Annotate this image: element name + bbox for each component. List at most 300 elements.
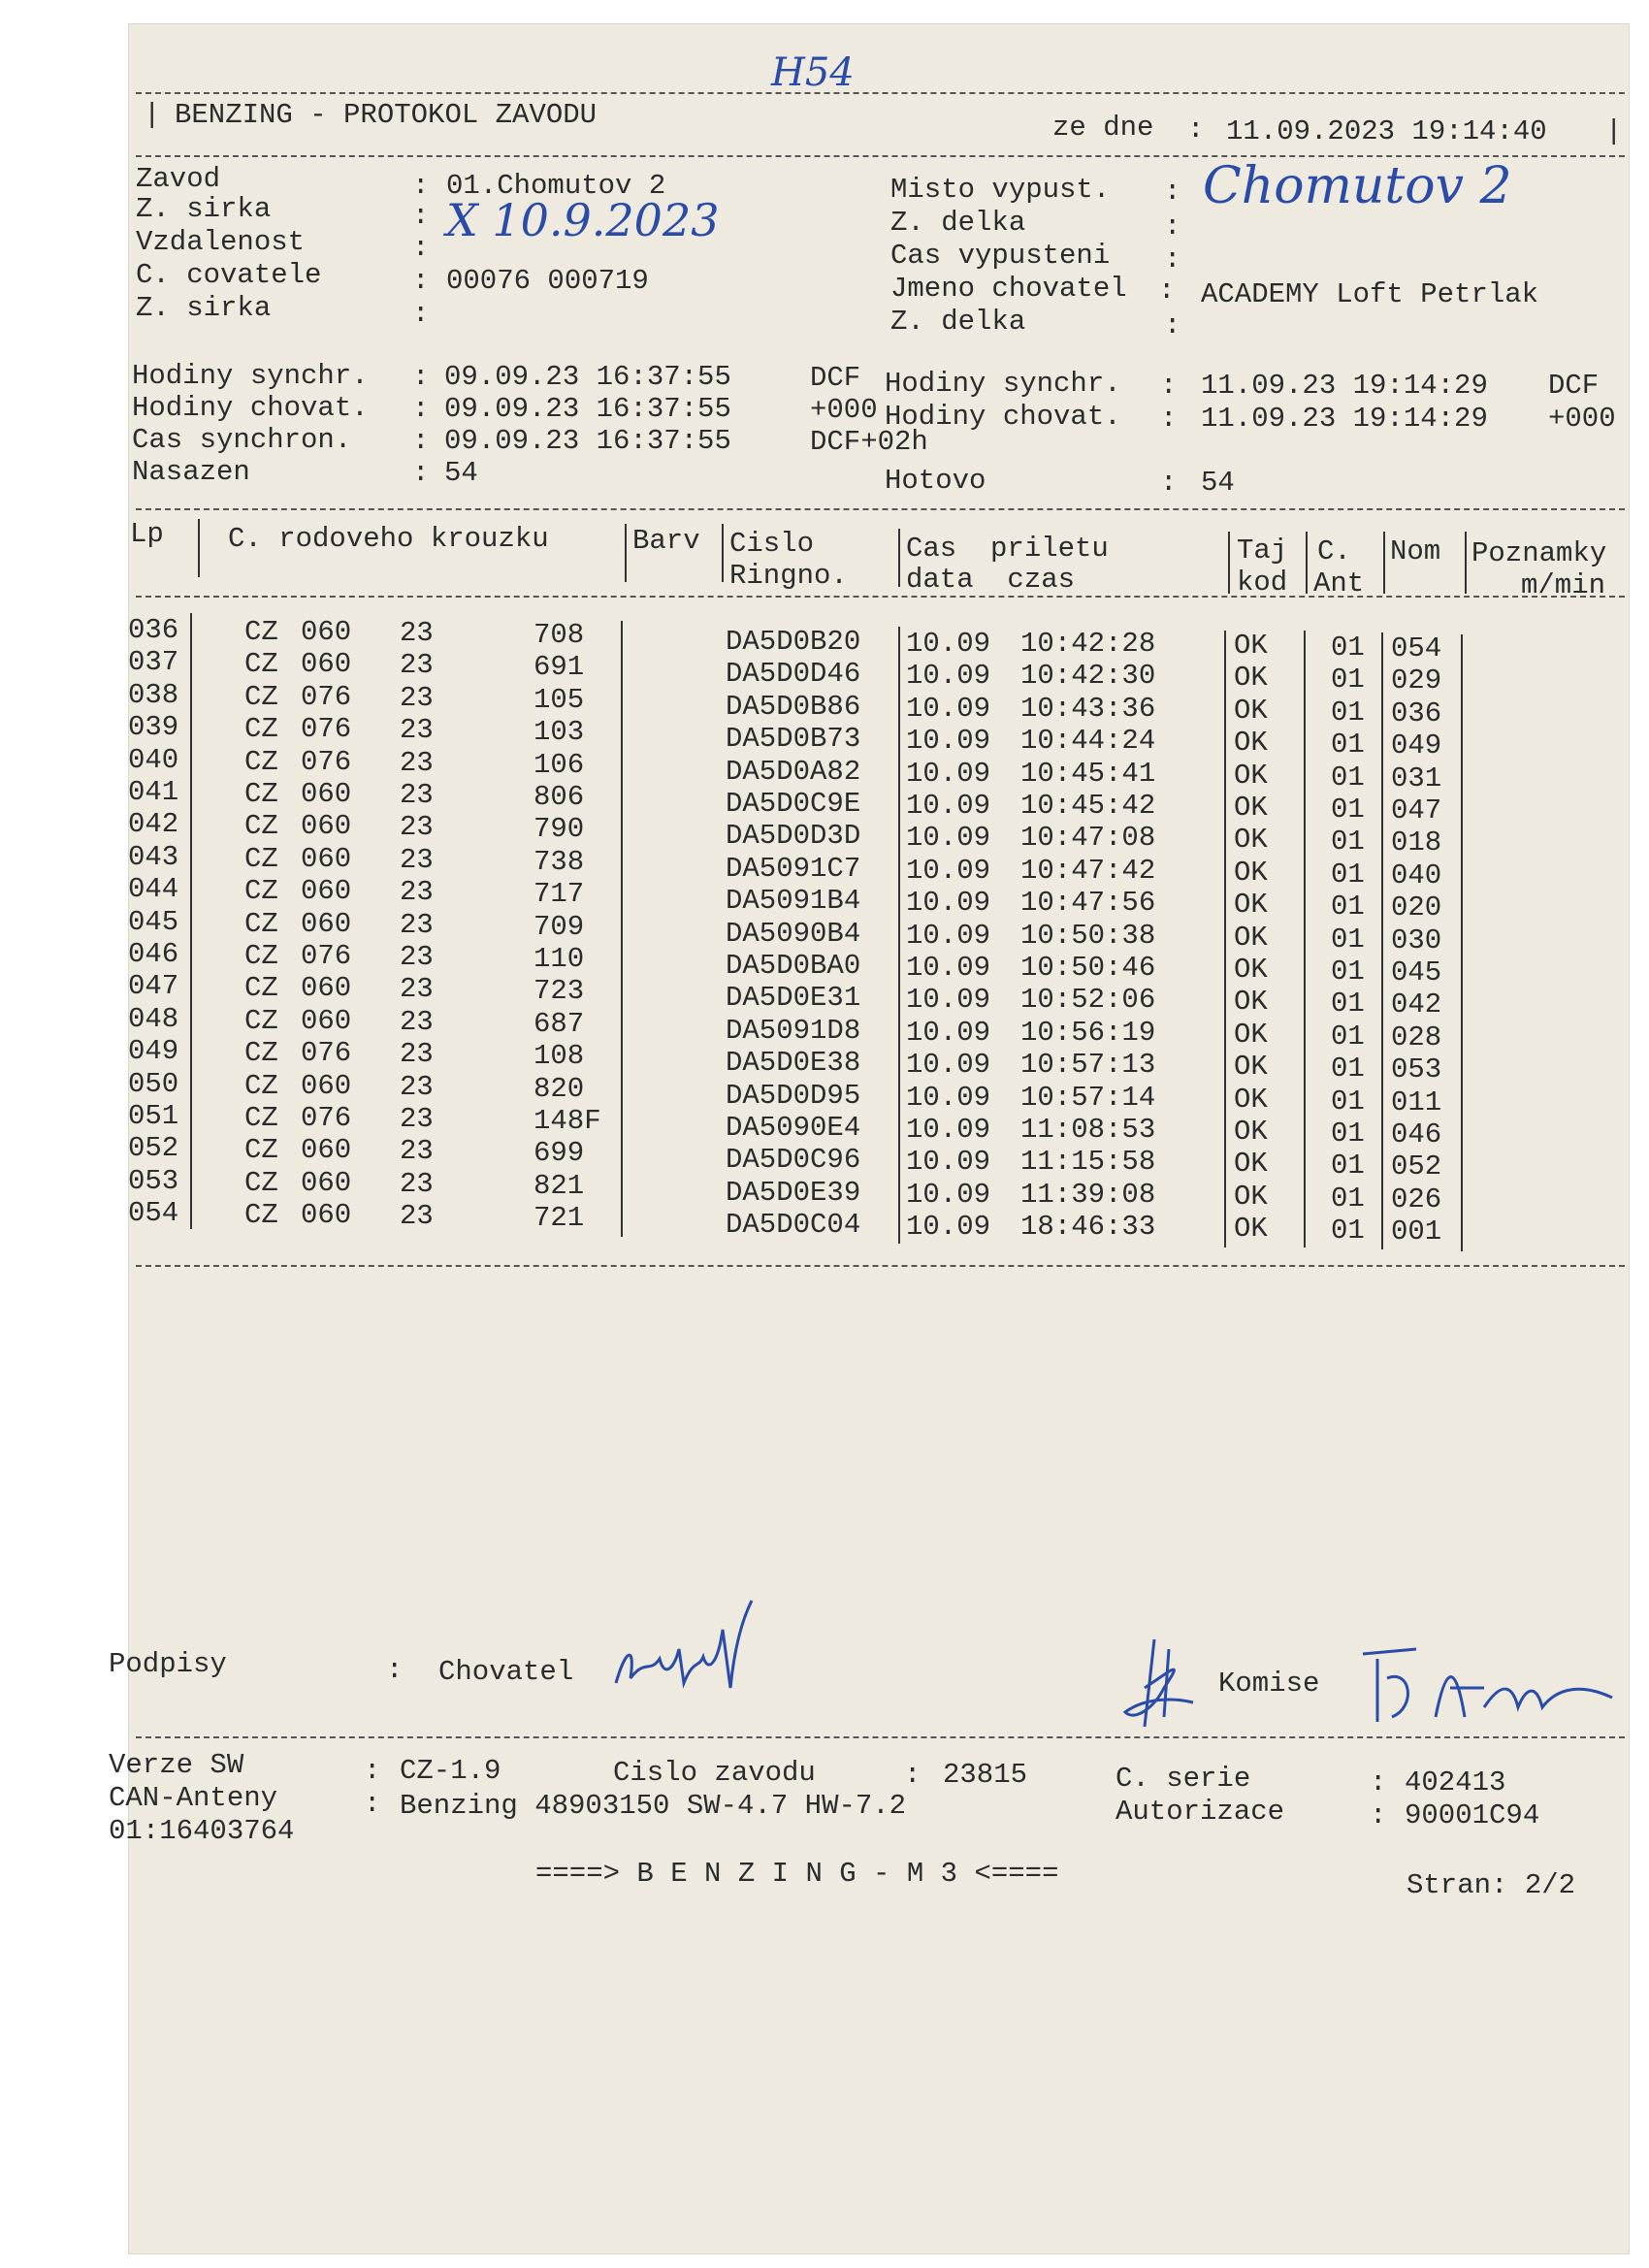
cell-date: 10.09	[906, 822, 991, 855]
cell-country: CZ	[244, 907, 278, 940]
cell-time: 10:45:41	[1020, 757, 1156, 790]
cell-ant: 01	[1331, 1182, 1365, 1215]
cell-lp: 046	[128, 938, 179, 970]
cell-ant: 01	[1331, 988, 1365, 1021]
cell-date: 10.09	[906, 1211, 991, 1244]
cell-kod: OK	[1234, 1083, 1268, 1116]
cell-year: 23	[400, 876, 434, 909]
cell-org: 060	[301, 1069, 352, 1102]
cell-date: 10.09	[906, 1178, 991, 1211]
cell-time: 10:43:36	[1020, 692, 1156, 725]
header-sep-7	[1383, 532, 1385, 594]
cell-ringno: DA5D0B86	[726, 690, 861, 723]
serie-colon: :	[1370, 1766, 1387, 1798]
cell-org: 076	[301, 713, 352, 746]
cell-ant: 01	[1331, 891, 1365, 923]
cell-country: CZ	[244, 842, 278, 875]
clock-right-colon: :	[1160, 370, 1178, 402]
cell-org: 060	[301, 972, 352, 1005]
cell-nom: 011	[1391, 1085, 1442, 1118]
cell-date: 10.09	[906, 854, 991, 887]
handwritten-note-top: H54	[771, 50, 855, 95]
header-sep-1	[198, 519, 200, 577]
cell-kod: OK	[1234, 986, 1268, 1019]
cell-kod: OK	[1234, 954, 1268, 986]
serie-label: C. serie	[1116, 1763, 1251, 1795]
clock-left-colon: :	[412, 361, 430, 393]
autorizace-label: Autorizace	[1116, 1796, 1285, 1828]
cell-ringno: DA5D0C96	[726, 1144, 861, 1177]
jmeno-colon: :	[1158, 275, 1176, 307]
cell-nom: 028	[1391, 1021, 1442, 1053]
cell-country: CZ	[244, 940, 278, 972]
cell-org: 060	[301, 778, 352, 810]
cell-lp: 043	[128, 840, 179, 873]
cell-ringno: DA5D0E38	[726, 1047, 861, 1080]
vzdalenost-colon: :	[412, 232, 430, 264]
can-value: Benzing 48903150 SW-4.7 HW-7.2	[400, 1790, 907, 1822]
cell-ringno: DA5D0D95	[726, 1079, 861, 1112]
clock-left-value: 09.09.23 16:37:55	[444, 425, 731, 457]
cell-time: 11:15:58	[1020, 1146, 1156, 1179]
cell-nom: 049	[1391, 729, 1442, 762]
verze-colon: :	[364, 1755, 381, 1787]
cell-country: CZ	[244, 648, 278, 681]
cell-country: CZ	[244, 778, 278, 810]
date-value: 11.09.2023 19:14:40	[1226, 115, 1547, 147]
cell-lp: 053	[128, 1164, 179, 1197]
cell-year: 23	[400, 1038, 434, 1071]
cell-date: 10.09	[906, 692, 991, 725]
cell-ringno: DA5D0E39	[726, 1176, 861, 1209]
cell-year: 23	[400, 843, 434, 876]
cell-ring-number: 103	[534, 716, 585, 749]
clock-right-label: Hotovo	[885, 465, 986, 497]
vzdalenost-label: Vzdalenost	[136, 226, 306, 258]
zsirka2-colon: :	[412, 298, 430, 330]
cell-time: 18:46:33	[1020, 1211, 1156, 1244]
body-sep-kod-r	[1304, 631, 1306, 1247]
cell-country: CZ	[244, 616, 278, 648]
komise-signature	[1358, 1630, 1620, 1736]
cell-country: CZ	[244, 1134, 278, 1167]
cell-lp: 052	[128, 1132, 179, 1165]
clock-left-extra: +000	[810, 394, 878, 426]
zavod-colon: :	[412, 170, 430, 202]
header-sep-6	[1306, 532, 1308, 594]
divider-table-top	[136, 508, 1625, 510]
cell-year: 23	[400, 1103, 434, 1135]
cas-vyp-colon: :	[1164, 243, 1181, 275]
clock-left-value: 09.09.23 16:37:55	[444, 393, 731, 425]
col-pozn-header-1: Poznamky	[1471, 537, 1607, 569]
cell-time: 10:47:56	[1020, 887, 1156, 920]
cell-ant: 01	[1331, 1053, 1365, 1085]
cell-kod: OK	[1234, 921, 1268, 954]
cell-ant: 01	[1331, 1215, 1365, 1247]
cell-ring-number: 108	[534, 1040, 585, 1073]
cell-time: 10:47:42	[1020, 854, 1156, 887]
header-sep-2	[625, 524, 627, 582]
cell-org: 060	[301, 616, 352, 648]
clock-left-label: Hodiny synchr.	[132, 360, 369, 392]
cell-org: 076	[301, 1102, 352, 1134]
clock-right-value: 54	[1201, 467, 1235, 499]
cell-date: 10.09	[906, 628, 991, 660]
cell-nom: 030	[1391, 923, 1442, 956]
cell-country: CZ	[244, 1199, 278, 1232]
autorizace-colon: :	[1370, 1799, 1387, 1831]
cell-date: 10.09	[906, 790, 991, 822]
cell-ant: 01	[1331, 1118, 1365, 1150]
cell-org: 060	[301, 1199, 352, 1232]
clock-right-colon: :	[1160, 467, 1178, 499]
cell-kod: OK	[1234, 856, 1268, 889]
zsirka2-label: Z. sirka	[136, 292, 272, 324]
clock-left-colon: :	[412, 393, 430, 425]
cell-nom: 045	[1391, 956, 1442, 988]
cell-nom: 001	[1391, 1215, 1442, 1248]
jmeno-label: Jmeno chovatel	[890, 273, 1127, 305]
body-sep-ant	[1381, 632, 1383, 1249]
cell-org: 060	[301, 810, 352, 843]
cell-time: 10:47:08	[1020, 822, 1156, 855]
cell-date: 10.09	[906, 1146, 991, 1179]
cell-org: 076	[301, 745, 352, 778]
cell-nom: 040	[1391, 859, 1442, 891]
cell-org: 060	[301, 1134, 352, 1167]
cell-org: 060	[301, 842, 352, 875]
cell-ringno: DA5091B4	[726, 885, 861, 918]
cell-ringno: DA5D0A82	[726, 755, 861, 788]
cell-ant: 01	[1331, 1150, 1365, 1183]
cell-ringno: DA5D0D46	[726, 658, 861, 691]
cell-kod: OK	[1234, 1148, 1268, 1181]
cell-kod: OK	[1234, 630, 1268, 662]
page-number: Stran: 2/2	[1406, 1869, 1576, 1901]
cell-time: 10:50:38	[1020, 919, 1156, 952]
zavod-label: Zavod	[136, 163, 221, 195]
cell-year: 23	[400, 746, 434, 779]
handwritten-date: X 10.9.2023	[446, 194, 720, 246]
clock-right-label: Hodiny synchr.	[885, 368, 1121, 400]
clock-left-label: Cas synchron.	[132, 424, 352, 456]
cell-lp: 049	[128, 1035, 179, 1068]
clock-left-label: Hodiny chovat.	[132, 392, 369, 424]
can-colon: :	[364, 1788, 381, 1820]
cell-lp: 041	[128, 776, 179, 808]
cas-vyp-label: Cas vypusteni	[890, 240, 1111, 272]
cell-ring-number: 821	[534, 1169, 585, 1202]
cell-kod: OK	[1234, 792, 1268, 824]
clock-right-value: 11.09.23 19:14:29	[1201, 370, 1488, 402]
cell-ant: 01	[1331, 761, 1365, 794]
zdelka1-label: Z. delka	[890, 207, 1026, 239]
center-signature	[1116, 1630, 1212, 1736]
body-sep-kod-l	[1224, 631, 1226, 1247]
cell-date: 10.09	[906, 952, 991, 984]
cell-kod: OK	[1234, 1180, 1268, 1213]
cell-ring-number: 699	[534, 1137, 585, 1170]
cell-country: CZ	[244, 1166, 278, 1199]
cell-kod: OK	[1234, 1018, 1268, 1051]
antena-id: 01:16403764	[109, 1815, 295, 1847]
cell-org: 076	[301, 680, 352, 713]
zsirka1-colon: :	[412, 200, 430, 232]
cell-kod: OK	[1234, 759, 1268, 792]
cell-lp: 048	[128, 1002, 179, 1035]
covatele-label: C. covatele	[136, 259, 322, 291]
zdelka2-colon: :	[1164, 309, 1181, 341]
date-colon: :	[1187, 113, 1205, 146]
chovatel-label: Chovatel	[438, 1656, 574, 1688]
cell-ringno: DA5D0B20	[726, 626, 861, 658]
col-pozn-header-2: m/min	[1521, 569, 1606, 601]
clock-right-extra: DCF	[1548, 370, 1600, 402]
cell-org: 060	[301, 907, 352, 940]
cell-date: 10.09	[906, 660, 991, 693]
cell-ringno: DA5D0D3D	[726, 820, 861, 853]
cell-year: 23	[400, 714, 434, 747]
cell-ant: 01	[1331, 956, 1365, 988]
can-label: CAN-Anteny	[109, 1782, 278, 1814]
cell-year: 23	[400, 681, 434, 714]
cell-time: 11:08:53	[1020, 1114, 1156, 1146]
cell-ring-number: 106	[534, 748, 585, 781]
cell-ring-number: 687	[534, 1007, 585, 1040]
cell-kod: OK	[1234, 694, 1268, 727]
cell-ringno: DA5D0B73	[726, 723, 861, 756]
clock-right-colon: :	[1160, 403, 1178, 435]
cell-year: 23	[400, 1200, 434, 1233]
cell-lp: 040	[128, 743, 179, 776]
cell-ant: 01	[1331, 1085, 1365, 1118]
cell-year: 23	[400, 1167, 434, 1200]
handwritten-misto: Chomutov 2	[1203, 157, 1512, 215]
header-sep-5	[1228, 532, 1230, 594]
clock-left-extra: DCF	[810, 362, 861, 394]
cell-kod: OK	[1234, 662, 1268, 695]
cell-date: 10.09	[906, 919, 991, 952]
cell-nom: 018	[1391, 826, 1442, 859]
cell-year: 23	[400, 779, 434, 811]
cislo-zavodu-label: Cislo zavodu	[613, 1757, 816, 1789]
cell-lp: 037	[128, 646, 179, 679]
cell-country: CZ	[244, 680, 278, 713]
clock-right-extra: +000	[1548, 403, 1616, 435]
col-barv-header: Barv	[632, 525, 700, 557]
cell-ringno: DA5090E4	[726, 1112, 861, 1144]
cell-country: CZ	[244, 745, 278, 778]
cell-org: 076	[301, 1037, 352, 1070]
divider-footer	[136, 1736, 1625, 1738]
cell-ring-number: 806	[534, 781, 585, 813]
cell-nom: 020	[1391, 891, 1442, 924]
cell-lp: 051	[128, 1100, 179, 1132]
cell-ring-number: 148F	[534, 1105, 601, 1137]
cell-nom: 042	[1391, 988, 1442, 1021]
cell-year: 23	[400, 1135, 434, 1168]
cell-time: 11:39:08	[1020, 1178, 1156, 1211]
cell-ring-number: 721	[534, 1202, 585, 1235]
cell-ring-number: 717	[534, 878, 585, 911]
cell-lp: 038	[128, 678, 179, 711]
col-ant-header-2: Ant	[1313, 567, 1365, 599]
cell-nom: 054	[1391, 632, 1442, 664]
cell-org: 060	[301, 1166, 352, 1199]
clock-right-value: 11.09.23 19:14:29	[1201, 403, 1488, 435]
clock-left-value: 54	[444, 457, 478, 489]
cell-ant: 01	[1331, 923, 1365, 956]
cell-lp: 044	[128, 873, 179, 906]
cell-date: 10.09	[906, 1049, 991, 1082]
cell-lp: 050	[128, 1067, 179, 1100]
col-nom-header: Nom	[1390, 535, 1441, 567]
cell-year: 23	[400, 1005, 434, 1038]
cell-nom: 052	[1391, 1150, 1442, 1183]
cell-date: 10.09	[906, 1114, 991, 1146]
cell-lp: 036	[128, 614, 179, 646]
signatures-label: Podpisy	[109, 1648, 227, 1680]
divider-table-header	[136, 596, 1625, 598]
cell-kod: OK	[1234, 1051, 1268, 1084]
header-sep-8	[1465, 532, 1467, 594]
zavod-value: 01.Chomutov 2	[446, 170, 666, 202]
cell-org: 076	[301, 940, 352, 972]
cell-ant: 01	[1331, 858, 1365, 891]
serie-value: 402413	[1405, 1766, 1506, 1798]
zdelka1-colon: :	[1164, 211, 1181, 243]
cell-ring-number: 691	[534, 651, 585, 684]
cell-ant: 01	[1331, 632, 1365, 664]
cell-time: 10:50:46	[1020, 952, 1156, 984]
cell-ring-number: 723	[534, 975, 585, 1008]
col-taj-header-1: Taj	[1237, 535, 1288, 567]
cell-kod: OK	[1234, 727, 1268, 760]
header-sep-4	[898, 529, 900, 587]
cell-nom: 031	[1391, 761, 1442, 794]
col-taj-header-2: kod	[1237, 567, 1288, 599]
cell-nom: 047	[1391, 794, 1442, 826]
cell-time: 10:52:06	[1020, 984, 1156, 1017]
cell-country: CZ	[244, 1037, 278, 1070]
cell-ringno: DA5091C7	[726, 852, 861, 885]
cell-ringno: DA5090B4	[726, 917, 861, 950]
col-ant-header-1: C.	[1317, 535, 1351, 567]
cell-lp: 039	[128, 711, 179, 744]
clock-left-colon: :	[412, 457, 430, 489]
cell-nom: 026	[1391, 1183, 1442, 1215]
col-cas-header-1: Cas priletu	[906, 533, 1109, 565]
col-ring-header: C. rodoveho krouzku	[228, 523, 549, 555]
clock-left-value: 09.09.23 16:37:55	[444, 361, 731, 393]
jmeno-value: ACADEMY Loft Petrlak	[1201, 278, 1539, 310]
cell-nom: 036	[1391, 697, 1442, 729]
cell-ring-number: 708	[534, 619, 585, 651]
cislo-zavodu-colon: :	[904, 1759, 922, 1791]
cell-ant: 01	[1331, 794, 1365, 826]
clock-left-label: Nasazen	[132, 456, 250, 488]
zdelka2-label: Z. delka	[890, 306, 1026, 338]
cell-year: 23	[400, 649, 434, 682]
cell-date: 10.09	[906, 984, 991, 1017]
col-cislo-header-2: Ringno.	[729, 560, 848, 592]
body-sep-barv	[621, 621, 623, 1237]
cell-time: 10:45:42	[1020, 790, 1156, 822]
cell-ring-number: 709	[534, 910, 585, 943]
cell-org: 060	[301, 648, 352, 681]
body-sep-nom	[1461, 634, 1463, 1251]
cell-org: 060	[301, 875, 352, 908]
cell-date: 10.09	[906, 757, 991, 790]
cell-year: 23	[400, 908, 434, 941]
header-bar-right: |	[1605, 115, 1623, 147]
cell-date: 10.09	[906, 1081, 991, 1114]
cell-time: 10:56:19	[1020, 1016, 1156, 1049]
cell-country: CZ	[244, 810, 278, 843]
cell-country: CZ	[244, 1004, 278, 1037]
autorizace-value: 90001C94	[1405, 1799, 1540, 1831]
misto-colon: :	[1164, 176, 1181, 208]
cell-year: 23	[400, 941, 434, 973]
document-title: BENZING - PROTOKOL ZAVODU	[175, 99, 598, 131]
cell-country: CZ	[244, 875, 278, 908]
cell-time: 10:57:14	[1020, 1081, 1156, 1114]
zsirka1-label: Z. sirka	[136, 193, 272, 225]
cell-lp: 045	[128, 905, 179, 938]
date-label: ze dne	[1052, 112, 1154, 144]
header-bar-left: |	[144, 99, 161, 131]
chovatel-signature	[606, 1591, 761, 1707]
cell-ring-number: 110	[534, 943, 585, 975]
cell-ringno: DA5D0BA0	[726, 950, 861, 982]
cell-nom: 046	[1391, 1118, 1442, 1150]
cell-ring-number: 738	[534, 845, 585, 878]
cell-year: 23	[400, 973, 434, 1006]
clock-right-label: Hodiny chovat.	[885, 401, 1121, 433]
divider-table-bottom	[136, 1265, 1625, 1267]
verze-label: Verze SW	[109, 1749, 244, 1781]
cell-ring-number: 105	[534, 683, 585, 716]
cell-ringno: DA5D0C04	[726, 1209, 861, 1242]
cislo-zavodu-value: 23815	[943, 1759, 1028, 1791]
divider-top	[136, 92, 1625, 94]
cell-ringno: DA5091D8	[726, 1014, 861, 1047]
cell-lp: 047	[128, 970, 179, 1003]
cell-time: 10:42:28	[1020, 628, 1156, 660]
cell-kod: OK	[1234, 824, 1268, 857]
cell-kod: OK	[1234, 889, 1268, 922]
cell-ant: 01	[1331, 729, 1365, 761]
cell-ring-number: 820	[534, 1072, 585, 1105]
col-lp-header: Lp	[130, 518, 164, 550]
cell-year: 23	[400, 1070, 434, 1103]
cell-country: CZ	[244, 713, 278, 746]
col-cas-header-2: data czas	[906, 564, 1076, 596]
cell-kod: OK	[1234, 1116, 1268, 1148]
clock-left-colon: :	[412, 425, 430, 457]
cell-date: 10.09	[906, 1016, 991, 1049]
komise-label: Komise	[1218, 1668, 1320, 1700]
body-sep-lp	[190, 613, 192, 1229]
cell-ringno: DA5D0E31	[726, 982, 861, 1015]
cell-nom: 029	[1391, 664, 1442, 697]
cell-year: 23	[400, 811, 434, 844]
cell-country: CZ	[244, 972, 278, 1005]
covatele-value: 00076 000719	[446, 265, 649, 297]
cell-kod: OK	[1234, 1213, 1268, 1246]
cell-ant: 01	[1331, 1020, 1365, 1053]
